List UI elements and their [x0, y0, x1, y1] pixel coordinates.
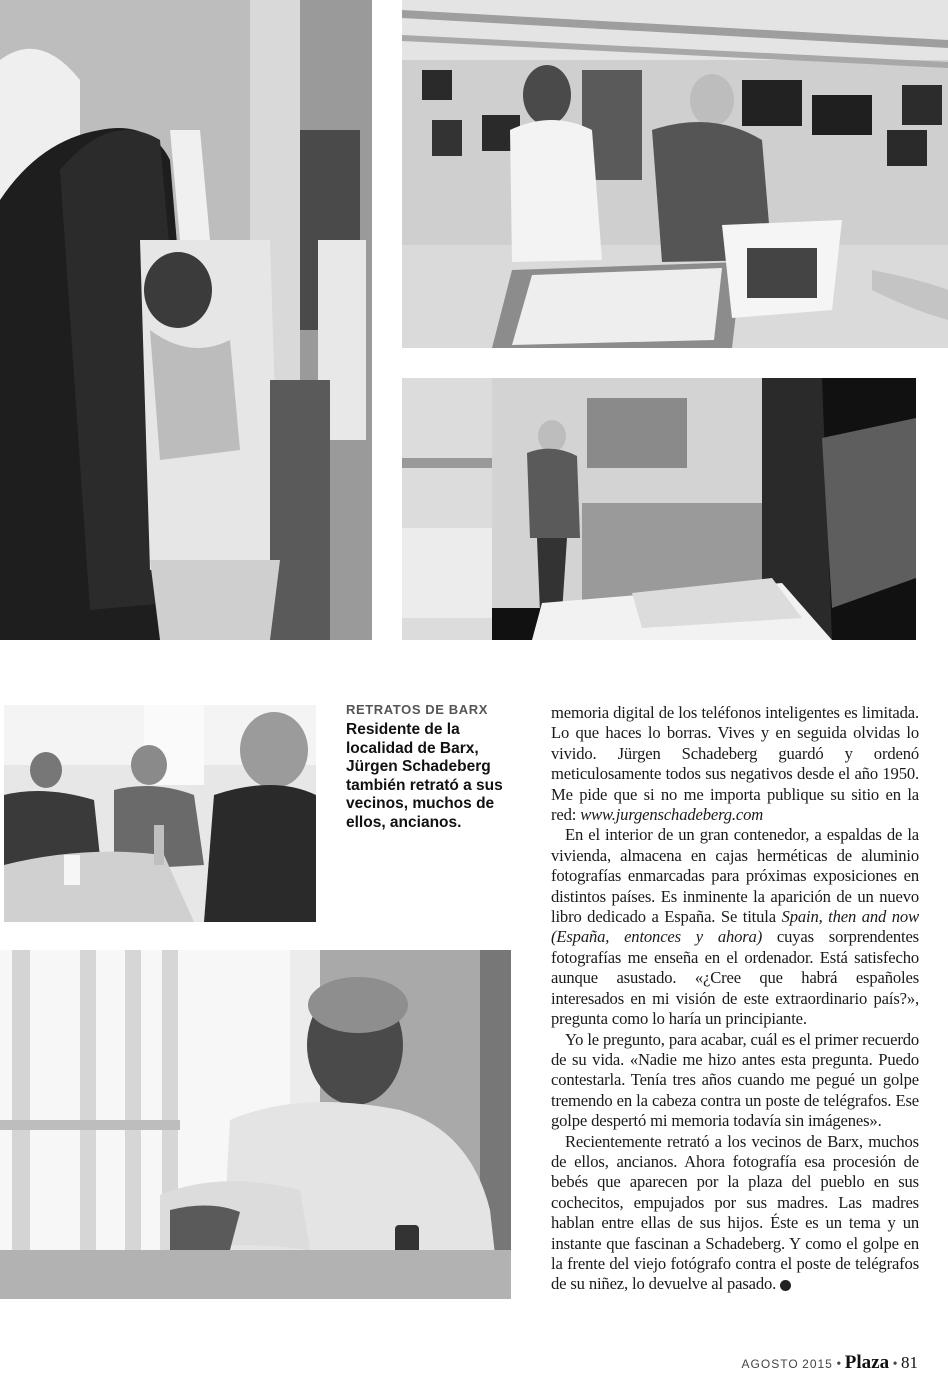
photo-man-at-window — [0, 950, 511, 1299]
article-paragraph — [551, 825, 919, 1029]
website-link[interactable]: www.jurgenschadeberg.com — [580, 805, 764, 825]
book-title: Spain, then and now — [781, 907, 919, 927]
article-paragraph — [551, 703, 919, 825]
page-number: 81 — [901, 1353, 918, 1372]
paragraph-text: memoria digital de los teléfonos inteligentes es limitada. Lo que haces lo borras. Vives y en seguida olvidas lo vivido. Jürgen Schadeberg guardó y ordenó meticulosamente todos sus negativos desde el año 1950. Me pide que si no me importa publique su sitio en la red: — [551, 703, 919, 825]
caption-text: Residente de la localidad de Barx, Jürgen Schadeberg también retrató a sus vecinos, muchos de ellos, ancianos. — [346, 721, 503, 831]
photo-cafe-elderly-men — [4, 705, 316, 922]
photo-coat-rack-tote-bag — [0, 0, 372, 640]
magazine-name: Plaza — [844, 1352, 890, 1373]
photo-studio-framed-prints — [402, 0, 948, 348]
paragraph-text: Recientemente retrató a los vecinos de Barx, muchos de ellos, ancianos. Ahora fotografía esa procesión de bebés que aparecen por la plaza del pueblo en sus cochecitos, empujados por sus madres. Las madres hablan entre ellas de sus hijos. Éste es un tema y un instante que fascinan a Schadeberg. Y como el golpe en la frente del viejo fotógrafo contra el poste de telégrafos de su niñez, lo devuelve al pasado. — [551, 1131, 919, 1294]
footer-year: 2015 — [802, 1357, 833, 1371]
article-body — [551, 703, 919, 1295]
photo-caption — [346, 702, 526, 832]
article-paragraph — [551, 1132, 919, 1295]
article-paragraph — [551, 1030, 919, 1132]
paragraph-text: cuyas sorprendentes fotografías me enseña en el ordenador. Está satisfecho aunque asustado. «¿Cree que habrá españoles interesados en mi visión de este extraordinario país?», pregunta como lo haría un principiante. — [551, 927, 919, 1029]
caption-heading: RETRATOS DE BARX — [346, 702, 489, 717]
photo-darkroom-enlarger — [402, 378, 916, 640]
footer-separator: • — [892, 1357, 898, 1372]
end-of-article-icon — [780, 1280, 791, 1291]
footer-month: AGOSTO — [741, 1357, 799, 1371]
book-title-spanish: (España, entonces y ahora) — [551, 927, 763, 947]
page-footer — [742, 1352, 918, 1374]
paragraph-text: En el interior de un gran contenedor, a espaldas de la vivienda, almacena en cajas herméticas de aluminio fotografías enmarcadas para próximas exposiciones en distintos países. Es inminente la aparición de un nuevo libro dedicado a España. Se titula — [551, 825, 919, 927]
footer-separator: • — [836, 1357, 842, 1372]
paragraph-text: Yo le pregunto, para acabar, cuál es el primer recuerdo de su vida. «Nadie me hizo antes esta pregunta. Puedo contestarla. Tenía tres años cuando me pegué un golpe tremendo en la cabeza contra un poste de telégrafos. Ese golpe despertó mi memoria todavía sin imágenes». — [551, 1029, 919, 1131]
